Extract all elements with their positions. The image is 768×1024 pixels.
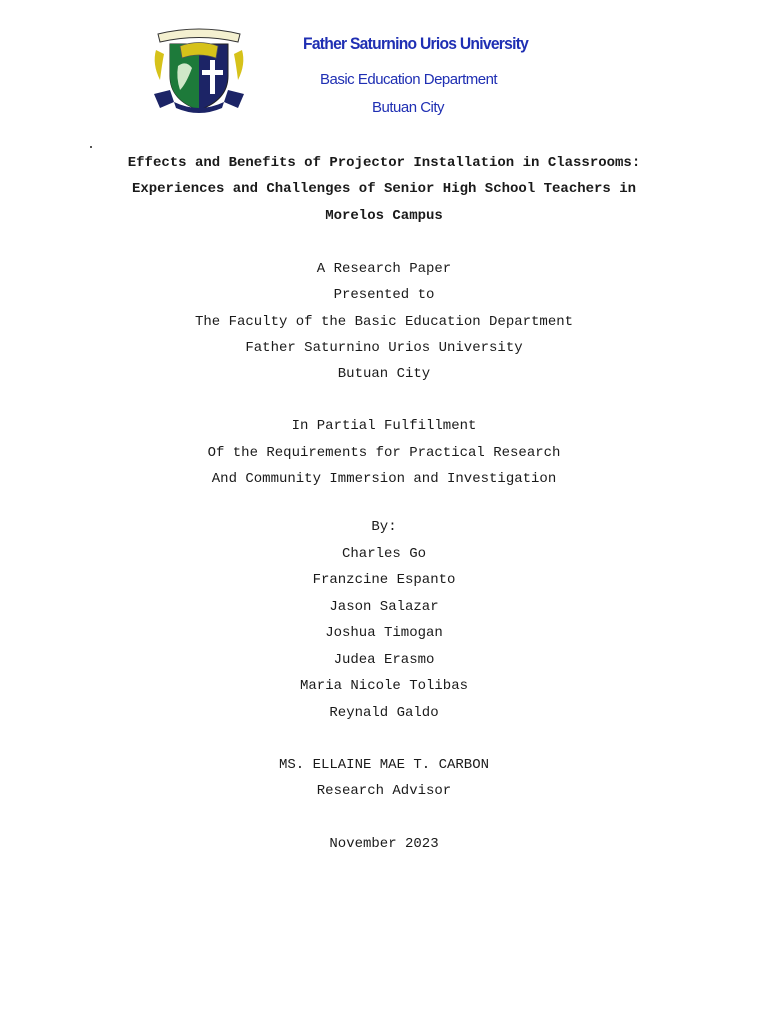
author-name: Franzcine Espanto xyxy=(312,572,456,588)
author-name: Joshua Timogan xyxy=(325,625,443,641)
fulfillment-line-3: And Community Immersion and Investigation xyxy=(211,471,557,487)
advisor-name: MS. ELLAINE MAE T. CARBON xyxy=(278,757,490,773)
paper-title-line-1: Effects and Benefits of Projector Installation in Classrooms: xyxy=(127,155,641,171)
author-name: Maria Nicole Tolibas xyxy=(299,678,469,694)
presentation-line-2: Presented to xyxy=(333,287,435,303)
advisor-role: Research Advisor xyxy=(316,783,452,799)
university-name: Father Saturnino Urios University xyxy=(303,34,529,53)
fulfillment-line-1: In Partial Fulfillment xyxy=(291,418,477,434)
author-name: Reynald Galdo xyxy=(329,705,439,721)
author-name: Judea Erasmo xyxy=(333,652,435,668)
submission-date: November 2023 xyxy=(329,836,439,852)
author-name: Charles Go xyxy=(341,546,426,562)
university-seal-icon xyxy=(150,24,248,116)
presentation-line-1: A Research Paper xyxy=(316,261,452,277)
paper-title-line-2: Experiences and Challenges of Senior High School Teachers in xyxy=(131,181,637,197)
header-city: Butuan City xyxy=(372,99,445,116)
paper-title-line-3: Morelos Campus xyxy=(325,208,443,224)
author-name: Jason Salazar xyxy=(329,599,439,615)
presentation-line-4: Father Saturnino Urios University xyxy=(245,340,523,356)
department-name: Basic Education Department xyxy=(320,71,498,88)
stray-dot xyxy=(90,146,92,148)
by-label: By: xyxy=(371,519,397,535)
presentation-line-3: The Faculty of the Basic Education Department xyxy=(194,314,574,330)
fulfillment-line-2: Of the Requirements for Practical Research xyxy=(207,445,561,461)
presentation-line-5: Butuan City xyxy=(337,366,431,382)
